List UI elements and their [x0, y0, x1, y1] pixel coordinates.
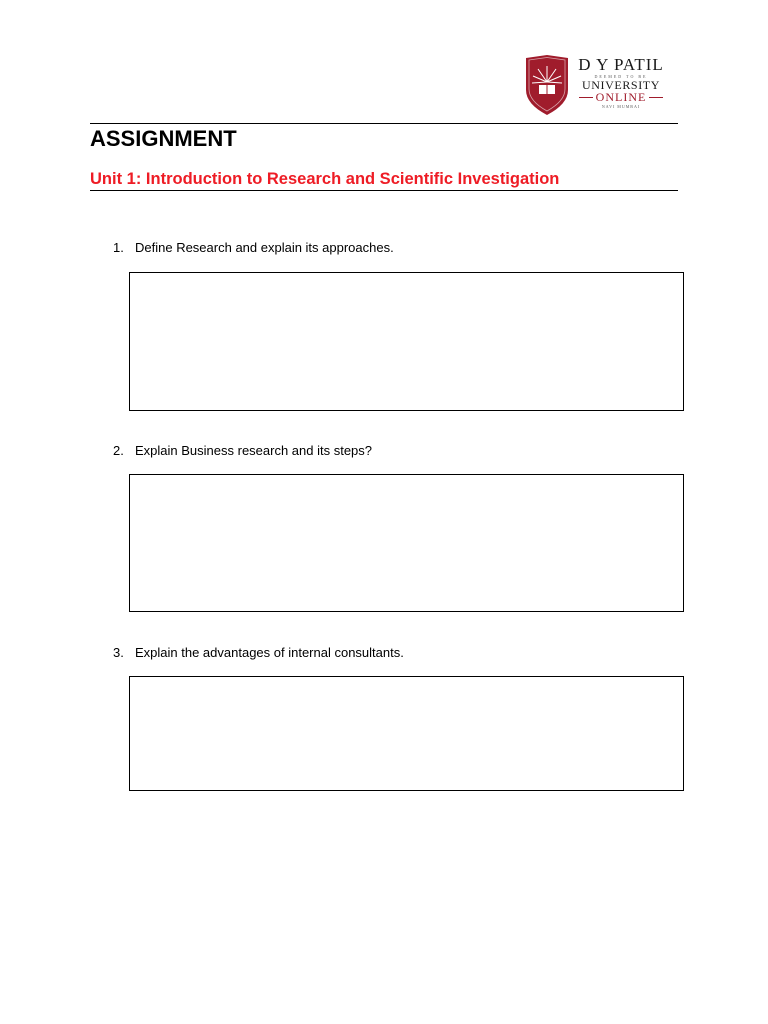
unit-subtitle: Unit 1: Introduction to Research and Scientific Investigation: [90, 170, 560, 188]
logo-university: UNIVERSITY: [582, 78, 660, 92]
shield-icon: [524, 54, 570, 116]
question-1: [113, 240, 394, 256]
university-logo: [524, 52, 669, 118]
question-text: Explain Business research and its steps?: [135, 443, 373, 458]
logo-wordmark: [576, 52, 666, 110]
logo-online: ONLINE: [595, 90, 647, 104]
question-number: 2.: [113, 443, 124, 458]
question-2: [113, 443, 372, 459]
page-title: ASSIGNMENT: [90, 126, 237, 151]
question-3: [113, 645, 404, 661]
logo-rule-left: [579, 97, 593, 98]
question-number: 3.: [113, 645, 124, 660]
top-divider: [90, 123, 678, 124]
logo-online-row: [576, 91, 666, 104]
logo-name: D Y PATIL: [578, 55, 664, 74]
subtitle-divider: [90, 190, 678, 191]
logo-deemed: DEEMED TO BE: [594, 74, 648, 79]
question-number: 1.: [113, 240, 124, 255]
logo-rule-right: [649, 97, 663, 98]
answer-box-3[interactable]: [129, 676, 684, 791]
answer-box-2[interactable]: [129, 474, 684, 612]
question-text: Explain the advantages of internal consultants.: [135, 645, 404, 660]
question-text: Define Research and explain its approaches.: [135, 240, 394, 255]
answer-box-1[interactable]: [129, 272, 684, 411]
logo-place: NAVI MUMBAI: [601, 104, 641, 109]
